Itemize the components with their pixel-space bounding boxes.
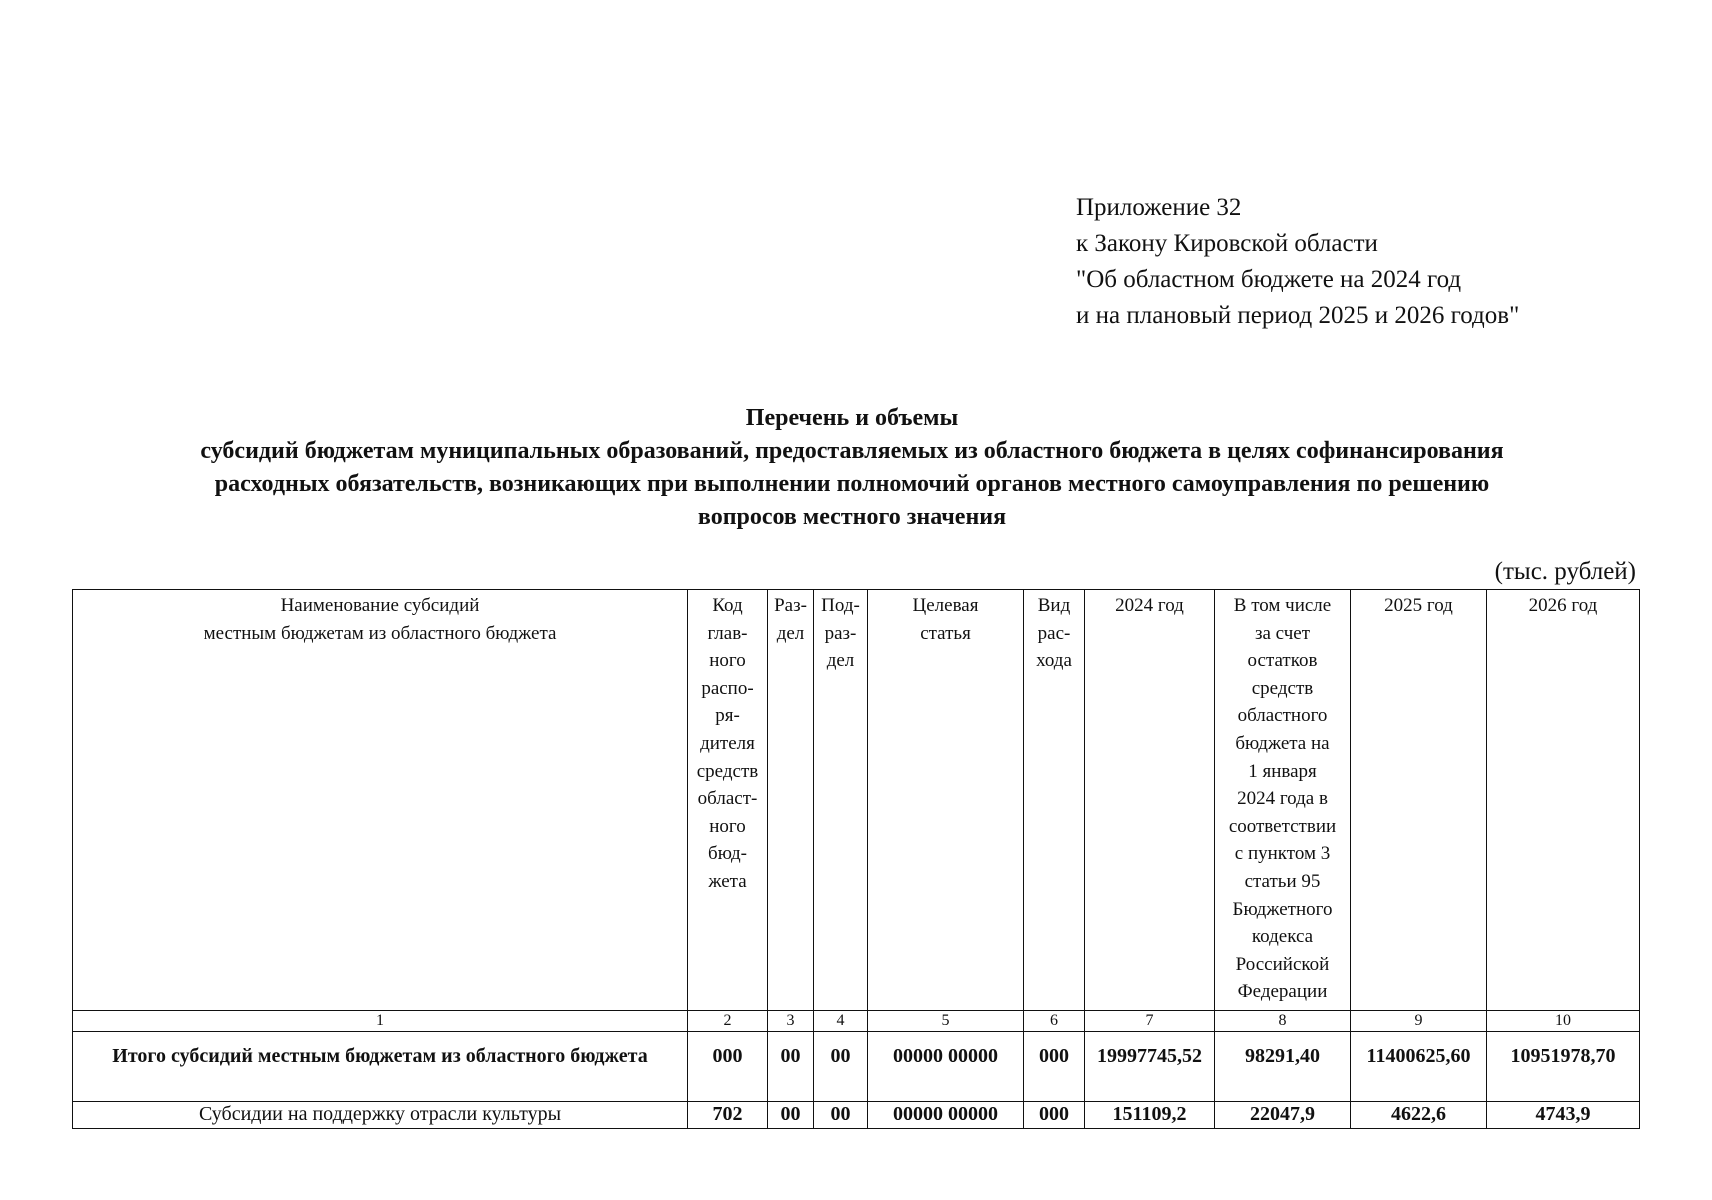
row-remainder: 22047,9 [1215, 1102, 1351, 1129]
row-2025: 4622,6 [1351, 1102, 1487, 1129]
column-number: 3 [768, 1011, 814, 1032]
row-subsection: 00 [814, 1102, 868, 1129]
header-line: дел [776, 622, 805, 644]
row-subsection: 00 [814, 1032, 868, 1102]
header-cell-expense-type [1024, 590, 1085, 1011]
header-line: Целевая [912, 595, 979, 616]
column-number: 10 [1487, 1011, 1640, 1032]
header-line: Код [712, 595, 743, 616]
header-line: средств [696, 760, 759, 782]
header-line: распо- [701, 677, 754, 699]
header-line: Раз- [774, 595, 807, 616]
subsidies-table [72, 589, 1640, 1129]
header-cell-2026 [1487, 590, 1640, 1011]
column-number: 7 [1085, 1011, 1215, 1032]
header-line: средств [1251, 677, 1314, 699]
column-number: 2 [688, 1011, 768, 1032]
header-cell-code [688, 590, 768, 1011]
header-cell-section [768, 590, 814, 1011]
header-line: глав- [707, 622, 748, 644]
table-row-culture [73, 1102, 1640, 1129]
header-line: хода [1036, 650, 1072, 672]
column-number: 9 [1351, 1011, 1487, 1032]
header-line: дителя [700, 732, 755, 754]
header-line: с пунктом 3 [1234, 843, 1331, 865]
header-line: дел [826, 650, 855, 672]
row-2025: 11400625,60 [1351, 1032, 1487, 1102]
title-line: субсидий бюджетам муниципальных образований, предоставляемых из областного бюджета в целях софинансирования [200, 438, 1504, 464]
row-code: 702 [688, 1102, 768, 1129]
header-line: местным бюджетам из областного бюджета [203, 622, 557, 644]
header-line: Федерации [1237, 981, 1328, 1003]
column-number: 1 [73, 1011, 688, 1032]
header-line: Вид [1037, 595, 1071, 616]
row-target: 00000 00000 [868, 1102, 1024, 1129]
header-line: жета [708, 870, 747, 892]
row-section: 00 [768, 1102, 814, 1129]
header-line: Российской [1235, 953, 1330, 975]
header-line: област- [697, 788, 758, 810]
header-cell-target [868, 590, 1024, 1011]
table-row-total [73, 1032, 1640, 1102]
header-line: 1 января [1248, 760, 1317, 782]
appendix-line: "Об областном бюджете на 2024 год [1076, 266, 1462, 293]
header-line: ного [709, 815, 746, 837]
row-2026: 4743,9 [1487, 1102, 1640, 1129]
header-line: статья [920, 622, 971, 644]
row-code: 000 [688, 1032, 768, 1102]
column-number: 4 [814, 1011, 868, 1032]
header-line: 2024 года в [1237, 788, 1328, 810]
row-target: 00000 00000 [868, 1032, 1024, 1102]
column-number: 5 [868, 1011, 1024, 1032]
row-section: 00 [768, 1032, 814, 1102]
header-line: 2026 год [1528, 595, 1598, 616]
header-line: 2025 год [1384, 595, 1453, 616]
row-2024: 151109,2 [1085, 1102, 1215, 1129]
header-line: кодекса [1251, 926, 1314, 948]
column-number-row [73, 1011, 1640, 1032]
header-line: Под- [821, 595, 860, 616]
appendix-header [1076, 190, 1519, 334]
row-2024: 19997745,52 [1085, 1032, 1215, 1102]
header-cell-name [73, 590, 688, 1011]
row-expense-type: 000 [1024, 1102, 1085, 1129]
header-line: за счет [1254, 622, 1311, 644]
units-note: (тыс. рублей) [1494, 558, 1636, 585]
row-name: Итого субсидий местным бюджетам из областного бюджета [73, 1032, 688, 1102]
title-line: вопросов местного значения [697, 504, 1007, 530]
row-expense-type: 000 [1024, 1032, 1085, 1102]
document-title [60, 402, 1644, 534]
header-line: Наименование субсидий [280, 595, 480, 616]
appendix-line: и на плановый период 2025 и 2026 годов" [1076, 302, 1520, 329]
appendix-line: Приложение 32 [1076, 194, 1242, 221]
header-line: бюд- [708, 843, 747, 865]
table-header-row [73, 590, 1640, 1011]
header-line: 2024 год [1115, 595, 1184, 616]
header-line: остатков [1247, 650, 1318, 672]
column-number: 8 [1215, 1011, 1351, 1032]
header-line: Бюджетного [1232, 898, 1333, 920]
header-cell-2025 [1351, 590, 1487, 1011]
header-cell-subsection [814, 590, 868, 1011]
header-line: рас- [1037, 622, 1071, 644]
header-line: ря- [715, 705, 740, 727]
title-line: расходных обязательств, возникающих при выполнении полномочий органов местного самоуправления по решению [214, 471, 1490, 497]
header-line: областного [1237, 705, 1328, 727]
row-2026: 10951978,70 [1487, 1032, 1640, 1102]
title-line: Перечень и объемы [745, 405, 959, 431]
header-line: бюджета на [1235, 732, 1330, 754]
row-remainder: 98291,40 [1215, 1032, 1351, 1102]
header-line: соответствии [1228, 815, 1337, 837]
appendix-line: к Закону Кировской области [1076, 230, 1378, 257]
header-line: В том числе [1233, 595, 1332, 616]
header-line: ного [709, 650, 746, 672]
header-cell-2024 [1085, 590, 1215, 1011]
column-number: 6 [1024, 1011, 1085, 1032]
header-line: статьи 95 [1244, 870, 1321, 892]
header-line: раз- [824, 622, 857, 644]
row-name: Субсидии на поддержку отрасли культуры [73, 1102, 688, 1129]
header-cell-remainder [1215, 590, 1351, 1011]
